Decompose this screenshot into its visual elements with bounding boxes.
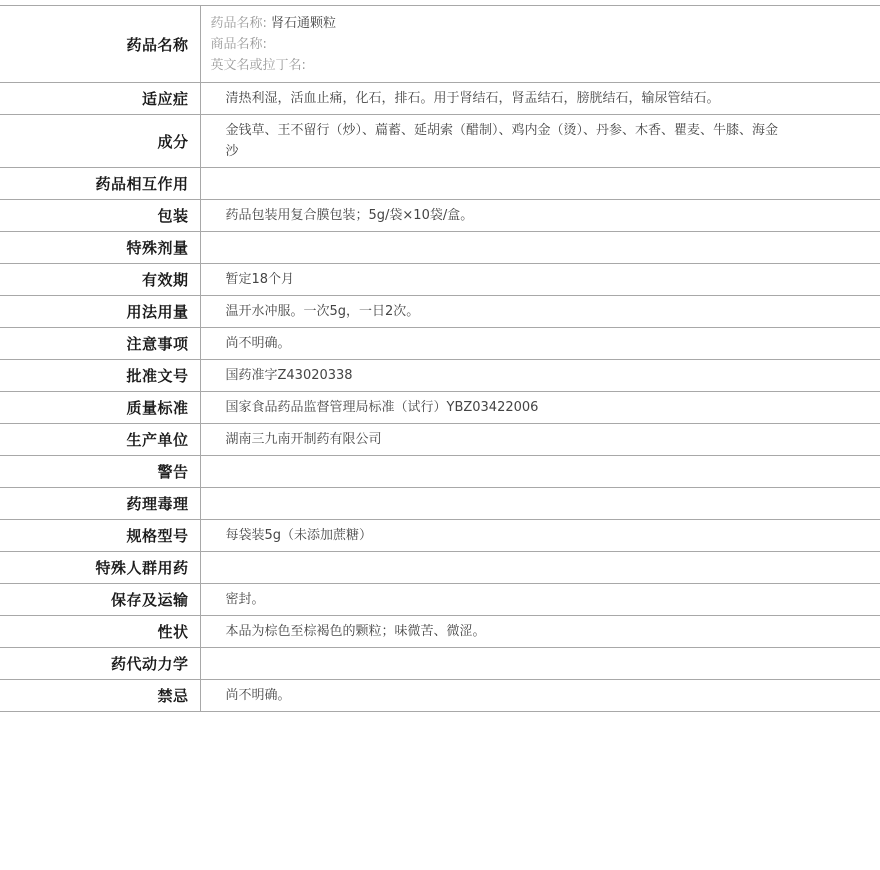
row-value: 药品包装用复合膜包装；5g/袋×10袋/盒。 [200,200,880,232]
trade-name-line [211,34,791,55]
row-label: 药品相互作用 [0,168,200,200]
row-value: 密封。 [200,584,880,616]
row-value: 国家食品药品监督管理局标准（试行）YBZ03422006 [200,392,880,424]
table-row-indications [0,83,880,115]
row-label: 批准文号 [0,360,200,392]
row-value: 国药准字Z43020338 [200,360,880,392]
row-value [200,232,880,264]
row-label: 禁忌 [0,680,200,712]
row-value: 金钱草、王不留行（炒）、萹蓄、延胡索（醋制）、鸡内金（烫）、丹参、木香、瞿麦、牛膝、海金沙 [200,115,880,168]
row-value: 湖南三九南开制药有限公司 [200,424,880,456]
table-row-ingredients [0,115,880,168]
table-row-dosage [0,296,880,328]
row-label: 药代动力学 [0,648,200,680]
row-label: 注意事项 [0,328,200,360]
row-label: 特殊剂量 [0,232,200,264]
table-row-special-dosage [0,232,880,264]
generic-name-line [211,13,791,34]
row-label: 用法用量 [0,296,200,328]
row-label: 特殊人群用药 [0,552,200,584]
table-row-pharmacology [0,488,880,520]
row-value [200,168,880,200]
table-row-drug-name [0,6,880,83]
row-label: 药品名称 [0,6,200,83]
table-row-specification [0,520,880,552]
table-row-approval-number [0,360,880,392]
english-name-line [211,55,791,76]
row-label: 性状 [0,616,200,648]
row-label: 质量标准 [0,392,200,424]
drug-name-values [200,6,880,83]
row-value: 暂定18个月 [200,264,880,296]
table-row-special-populations [0,552,880,584]
row-label: 规格型号 [0,520,200,552]
drug-info-table [0,5,880,712]
generic-name-value: 肾石通颗粒 [271,15,337,31]
row-value: 尚不明确。 [200,680,880,712]
table-row-pharmacokinetics [0,648,880,680]
table-row-manufacturer [0,424,880,456]
table-row-packaging [0,200,880,232]
row-label: 有效期 [0,264,200,296]
english-name-prefix: 英文名或拉丁名: [210,57,306,73]
table-row-precautions [0,328,880,360]
row-label: 生产单位 [0,424,200,456]
row-value [200,552,880,584]
row-value [200,488,880,520]
generic-name-prefix: 药品名称: [210,15,267,31]
row-value [200,456,880,488]
row-value [200,648,880,680]
row-label: 适应症 [0,83,200,115]
row-label: 保存及运输 [0,584,200,616]
row-label: 包装 [0,200,200,232]
table-row-description [0,616,880,648]
row-value: 清热利湿，活血止痛，化石，排石。用于肾结石，肾盂结石，膀胱结石，输尿管结石。 [200,83,880,115]
row-value: 本品为棕色至棕褐色的颗粒；味微苦、微涩。 [200,616,880,648]
table-row-interactions [0,168,880,200]
row-label: 成分 [0,115,200,168]
table-row-quality-standard [0,392,880,424]
row-value: 每袋装5g（未添加蔗糖） [200,520,880,552]
row-value: 尚不明确。 [200,328,880,360]
table-row-shelf-life [0,264,880,296]
row-value: 温开水冲服。一次5g，一日2次。 [200,296,880,328]
row-label: 药理毒理 [0,488,200,520]
trade-name-prefix: 商品名称: [210,36,267,52]
row-label: 警告 [0,456,200,488]
table-row-storage [0,584,880,616]
table-row-contraindications [0,680,880,712]
table-row-warning [0,456,880,488]
